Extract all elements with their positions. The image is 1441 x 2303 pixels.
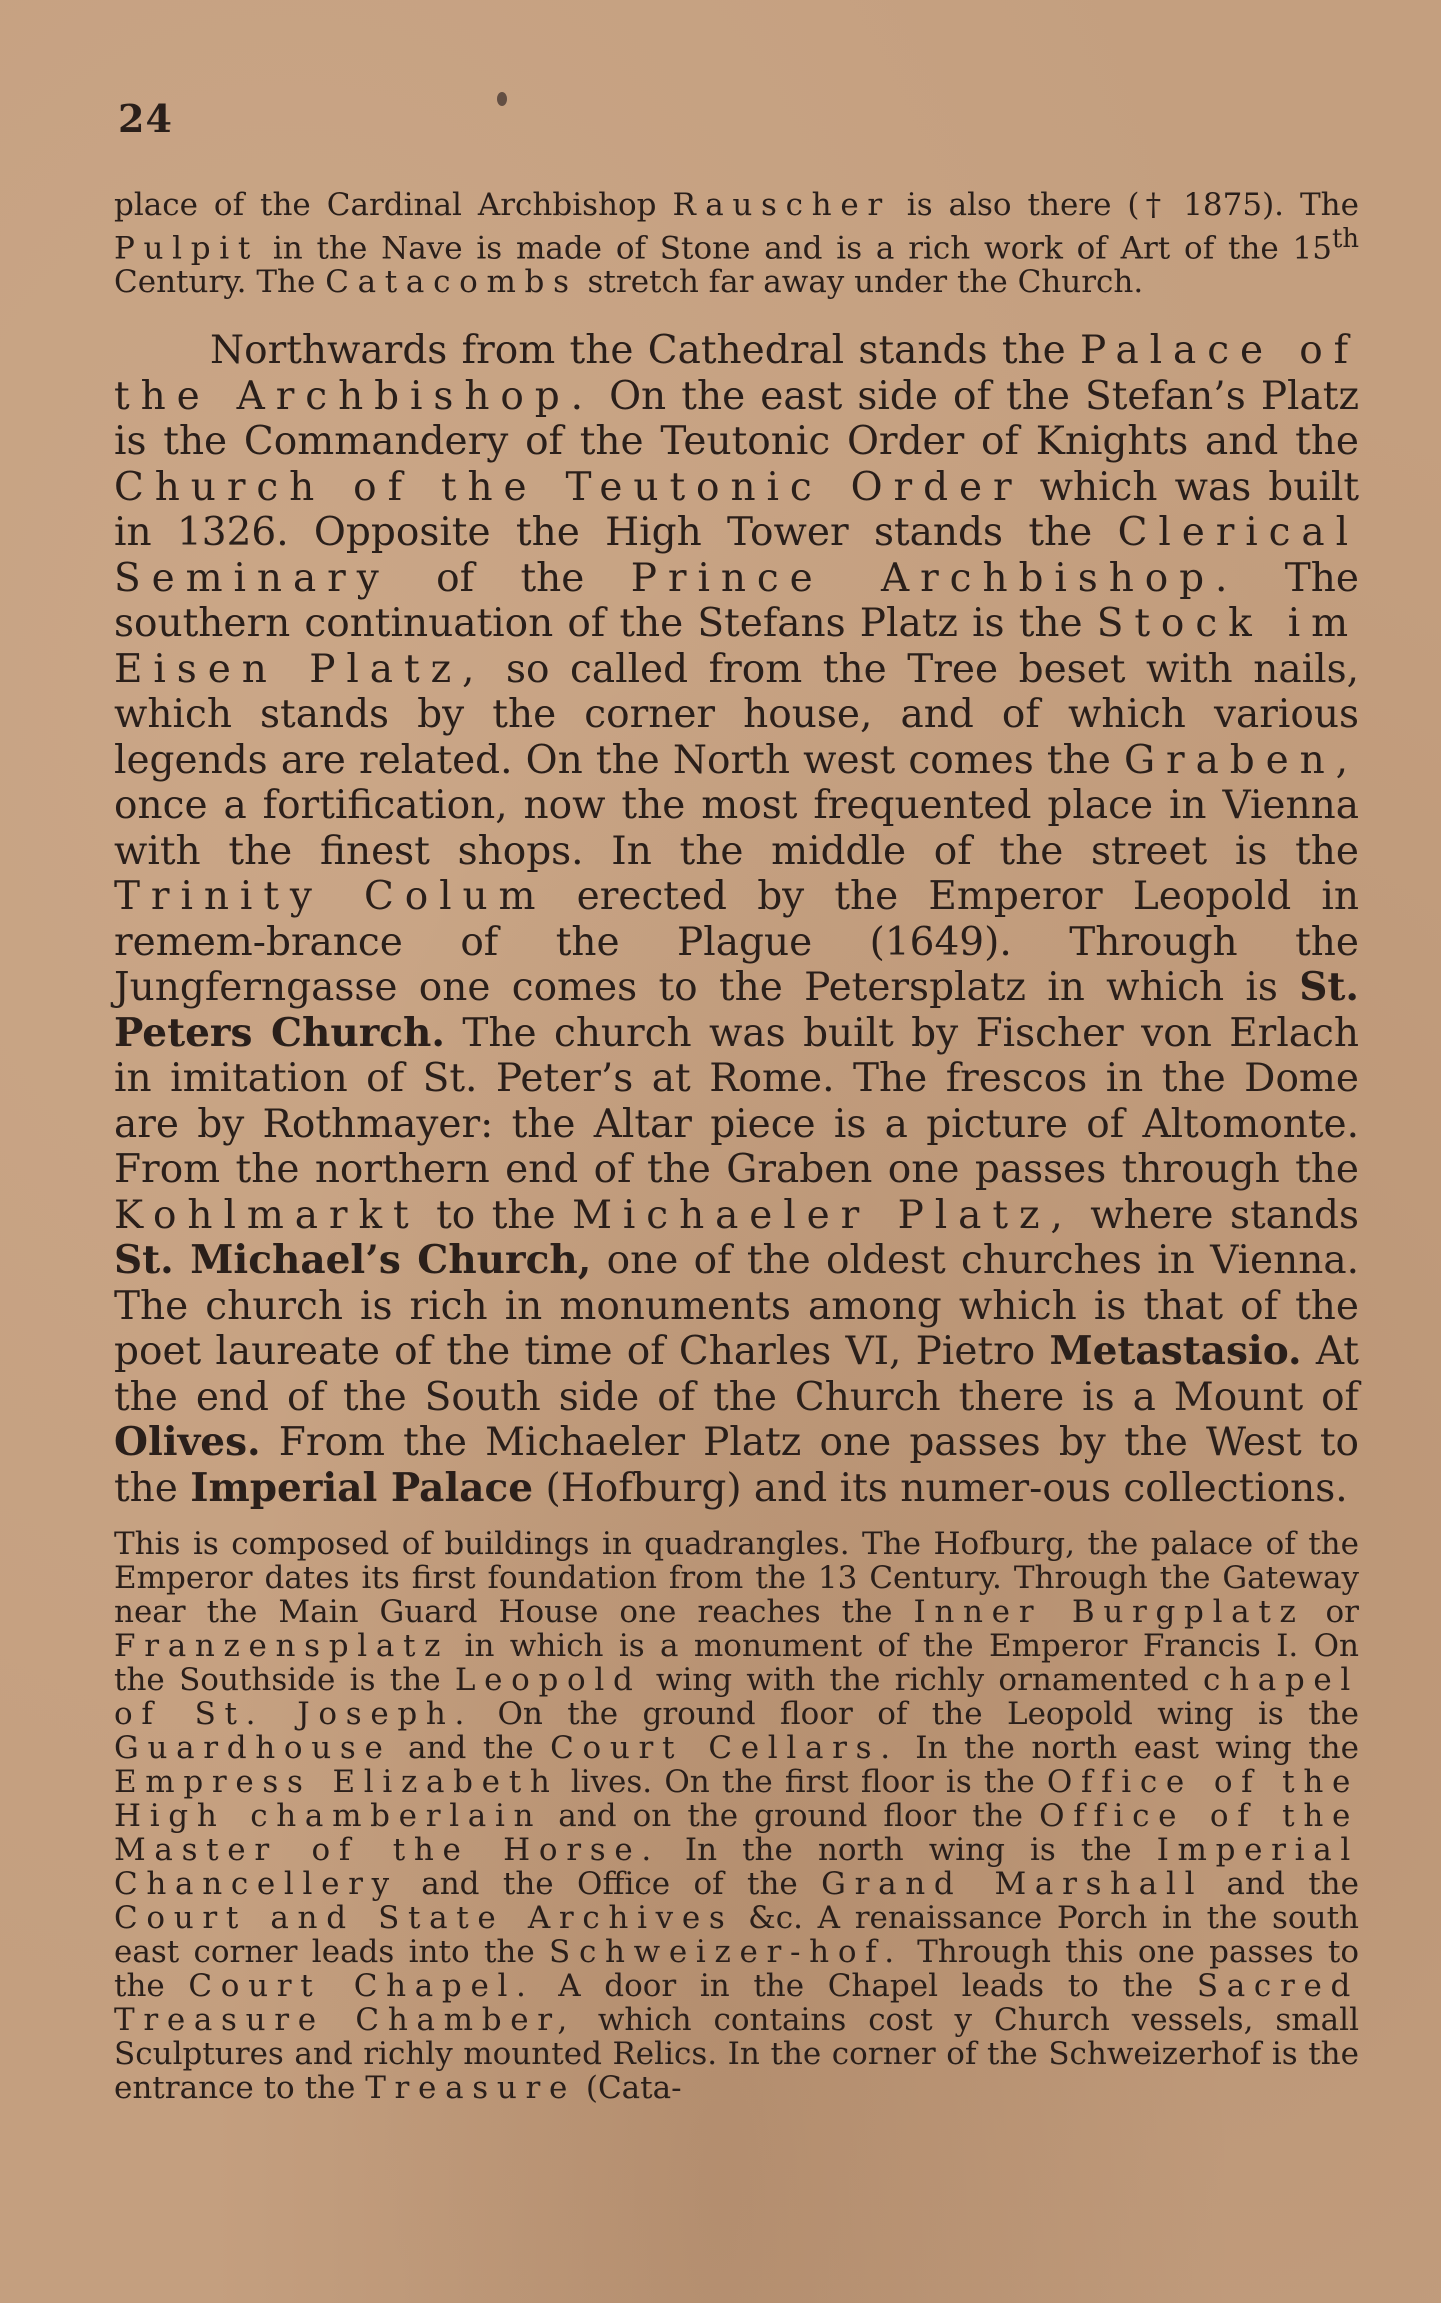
hofburg-paragraph: This is composed of buildings in quadrangles. The Hofburg, the palace of the Emperor dates its first foundation from the 13 Century. Through the Gateway near the Main Guard House one reaches the Inner Burgplatz or Franzensplatz in which is a monument of the Emperor Francis I. On the Southside is the Leopold wing with the richly ornamented chapel of St. Joseph. On the ground floor of the Leopold wing is the Guardhouse and the Court Cellars. In the north east wing the Empress Elizabeth lives. On the first floor is the Office of the High chamberlain and on the ground floor the Office of the Master of the Horse. In the north wing is the Imperial Chancellery and the Office of the Grand Marshall and the Court and State Archives &c. A renaissance Porch in the south east corner leads into the Schweizer-hof. Through this one passes to the Court Chapel. A door in the Chapel leads to the Sacred Treasure Chamber, which contains cost y Church vessels, small Sculptures and richly mounted Relics. In the corner of the Schweizerhof is the entrance to the Treasure (Cata-	[114, 1526, 1360, 2106]
main-paragraph: Northwards from the Cathedral stands the Palace of the Archbishop. On the east side of the Stefan’s Platz is the Commandery of the Teutonic Order of Knights and the Church of the Teutonic Order which was built in 1326. Opposite the High Tower stands the Clerical Seminary of the Prince Archbishop. The southern continuation of the Stefans Platz is the Stock im Eisen Platz, so called from the Tree beset with nails, which stands by the corner house, and of which various legends are related. On the North west comes the Graben, once a fortification, now the most frequented place in Vienna with the finest shops. In the middle of the street is the Trinity Colum erected by the Emperor Leopold in remem-brance of the Plague (1649). Through the Jungferngasse one comes to the Petersplatz in which is St. Peters Church. The church was built by Fischer von Erlach in imitation of St. Peter’s at Rome. The frescos in the Dome are by Rothmayer: the Altar piece is a picture of Altomonte. From the northern end of the Graben one passes through the Kohlmarkt to the Michaeler Platz, where stands St. Michael’s Church, one of the oldest churches in Vienna. The church is rich in monuments among which is that of the poet laureate of the time of Charles VI, Pietro Metastasio. At the end of the South side of the Church there is a Mount of Olives. From the Michaeler Platz one passes by the West to the Imperial Palace (Hofburg) and its numer-ous collections.	[114, 328, 1360, 1511]
ink-spot	[497, 92, 507, 106]
continuation-paragraph: place of the Cardinal Archbishop Rauscher is also there († 1875). The Pulpit in the Nave is made of Stone and is a rich work of Art of the 15th Century. The Catacombs stretch far away under the Church.	[114, 187, 1359, 301]
page-number: 24	[118, 96, 173, 141]
